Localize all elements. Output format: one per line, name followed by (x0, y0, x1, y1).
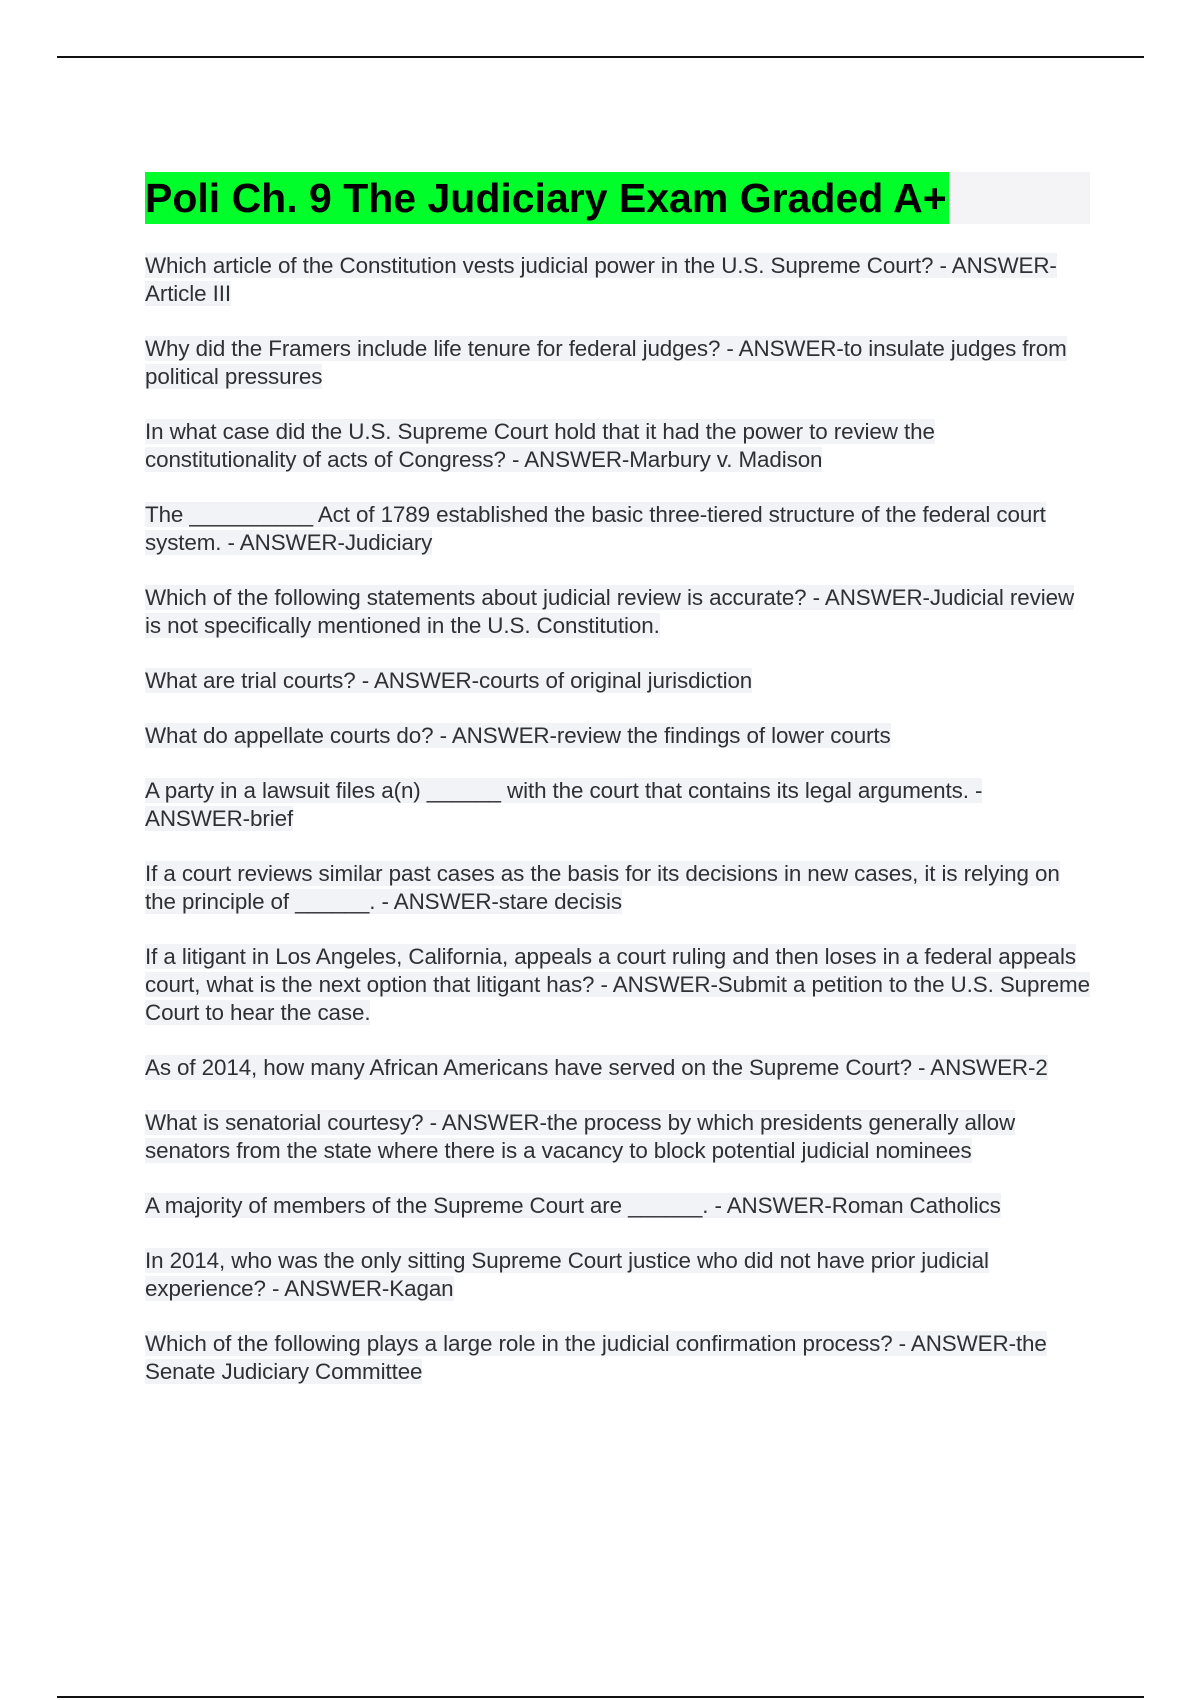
qa-item (145, 1192, 1090, 1220)
qa-text: Which of the following statements about judicial review is accurate? - ANSWER-Judicial review is not specifically mentioned in the U.S. Constitution. (145, 585, 1075, 638)
qa-text: In 2014, who was the only sitting Supreme Court justice who did not have prior judicial experience? - ANSWER-Kagan (145, 1248, 989, 1301)
qa-item (145, 335, 1090, 391)
qa-text: Why did the Framers include life tenure for federal judges? - ANSWER-to insulate judges from political pressures (145, 336, 1067, 389)
document-title: Poli Ch. 9 The Judiciary Exam Graded A+ (145, 172, 949, 224)
qa-item (145, 777, 1090, 833)
top-rule (57, 56, 1144, 58)
qa-text: If a litigant in Los Angeles, California, appeals a court ruling and then loses in a federal appeals court, what is the next option that litigant has? - ANSWER-Submit a petition to the U.S. Supreme Court to hear the case. (145, 944, 1090, 1025)
bottom-rule (57, 1696, 1144, 1698)
title-band (145, 172, 1090, 224)
qa-item (145, 667, 1090, 695)
qa-text: What do appellate courts do? - ANSWER-review the findings of lower courts (145, 723, 891, 748)
qa-item (145, 501, 1090, 557)
qa-text: In what case did the U.S. Supreme Court hold that it had the power to review the constitutionality of acts of Congress? - ANSWER-Marbury v. Madison (145, 419, 935, 472)
qa-item (145, 418, 1090, 474)
qa-list (145, 252, 1090, 1386)
qa-item (145, 722, 1090, 750)
qa-text: A majority of members of the Supreme Court are ______. - ANSWER-Roman Catholics (145, 1193, 1001, 1218)
qa-text: Which of the following plays a large role in the judicial confirmation process? - ANSWER-the Senate Judiciary Committee (145, 1331, 1047, 1384)
qa-item (145, 1109, 1090, 1165)
qa-item (145, 943, 1090, 1027)
document-body (145, 172, 1090, 1413)
qa-text: As of 2014, how many African Americans have served on the Supreme Court? - ANSWER-2 (145, 1055, 1048, 1080)
qa-item (145, 584, 1090, 640)
qa-item (145, 1330, 1090, 1386)
qa-item (145, 252, 1090, 308)
qa-text: What are trial courts? - ANSWER-courts of original jurisdiction (145, 668, 753, 693)
qa-item (145, 860, 1090, 916)
qa-text: What is senatorial courtesy? - ANSWER-the process by which presidents generally allow senators from the state where there is a vacancy to block potential judicial nominees (145, 1110, 1016, 1163)
qa-text: Which article of the Constitution vests judicial power in the U.S. Supreme Court? - ANSWER-Article III (145, 253, 1057, 306)
qa-text: The __________ Act of 1789 established the basic three-tiered structure of the federal court system. - ANSWER-Judiciary (145, 502, 1046, 555)
qa-item (145, 1054, 1090, 1082)
qa-item (145, 1247, 1090, 1303)
qa-text: If a court reviews similar past cases as the basis for its decisions in new cases, it is relying on the principle of ______. - ANSWER-stare decisis (145, 861, 1060, 914)
qa-text: A party in a lawsuit files a(n) ______ with the court that contains its legal arguments. - ANSWER-brief (145, 778, 983, 831)
